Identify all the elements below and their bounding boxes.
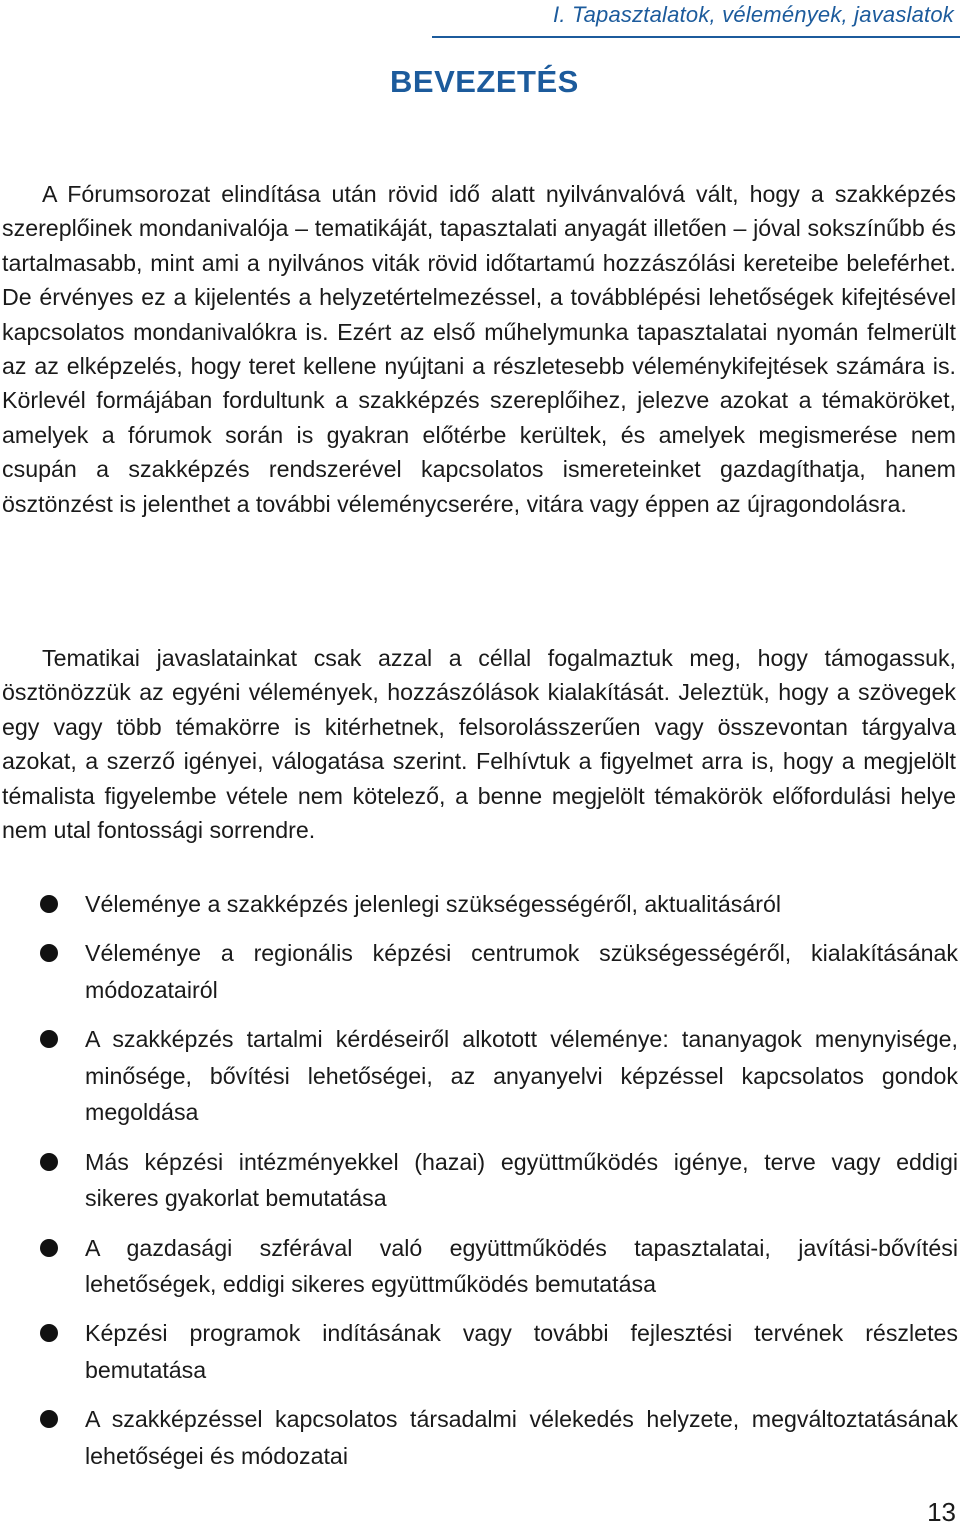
section-title: BEVEZETÉS (390, 64, 579, 99)
bullet-icon (40, 1324, 58, 1342)
topic-list-item (0, 935, 960, 1008)
topic-list-item (0, 886, 960, 923)
topic-list (0, 886, 960, 1487)
topic-text: A szakképzéssel kapcsolatos társadalmi vélekedés helyzete, megváltoztatásának lehetőségei és módozatai (85, 1406, 958, 1469)
topic-text: Más képzési intézményekkel (hazai) együttműködés igénye, terve vagy eddigi sikeres gyakorlat bemutatása (85, 1148, 958, 1212)
topic-list-item (0, 1144, 960, 1217)
topic-text: A gazdasági szférával való együttműködés tapasztalatai, javítási-bővítési lehetőségek, eddigi sikeres együttműködés bemutatása (85, 1234, 958, 1298)
topic-text: A szakképzés tartalmi kérdéseiről alkotott véleménye: tananyagok menynyisége, minősége, bővítési lehetőségei, az anyanyelvi képzéssel kapcsolatos gondok megoldása (85, 1026, 958, 1126)
bullet-icon (40, 1239, 58, 1257)
topics-paragraph: Tematikai javaslatainkat csak azzal a céllal fogalmaztuk meg, hogy támogassuk, ösztönözzük az egyéni vélemények, hozzászólások kialakítását. Jeleztük, hogy a szövegek egy vagy több témakörre is kitérhetnek, felsorolásszerűen vagy összevontan tárgyalva azokat, a szerző igényei, válogatása szerint. Felhívtuk a figyelmet arra is, hogy a megjelölt témalista figyelembe vétele nem kötelező, a benne megjelölt témakörök előfordulási helye nem utal fontossági sorrendre. (2, 645, 956, 844)
topic-text: Véleménye a regionális képzési centrumok szükségességéről, kialakításának módozatairól (85, 940, 958, 1003)
page-number: 13 (927, 1497, 956, 1527)
bullet-icon (40, 944, 58, 962)
topic-list-item (0, 1021, 960, 1131)
topic-list-item (0, 1230, 960, 1303)
intro-paragraph: A Fórumsorozat elindítása után rövid idő alatt nyilvánvalóvá vált, hogy a szakképzés szereplőinek mondanivalója – tematikáját, tapasztalati anyagát illetően – jóval sokszínűbb és tartalmasabb, mint ami a nyilvános viták rövid időtartamú hozzászólási kereteibe beleférhet. De érvényes ez a kijelentés a helyzetértelmezéssel, a továbblépési lehetőségek kifejtésével kapcsolatos mondanivalókra is. Ezért az első műhelymunka tapasztalatai nyomán felmerült az az elképzelés, hogy teret kellene nyújtani a részletesebb véleménykifejtések számára is. Körlevél formájában fordultunk a szakképzés szereplőihez, jelezve azokat a témaköröket, amelyek a fórumok során is gyakran előtérbe kerültek, és amelyek megismerése nem csupán a szakképzés rendszerével kapcsolatos ismereteinket gazdagíthatja, hanem ösztönzést is jelenthet a további véleménycserére, vitára vagy éppen az újragondolásra. (2, 181, 956, 517)
bullet-icon (40, 1153, 58, 1171)
topic-list-item (0, 1401, 960, 1474)
topic-text: Véleménye a szakképzés jelenlegi szükségességéről, aktualitásáról (85, 891, 782, 917)
bullet-icon (40, 895, 58, 913)
topic-list-item (0, 1315, 960, 1388)
bullet-icon (40, 1410, 58, 1428)
header-rule (432, 36, 960, 38)
running-header: I. Tapasztalatok, vélemények, javaslatok (553, 2, 954, 27)
topic-text: Képzési programok indításának vagy további fejlesztési tervének részletes bemutatása (85, 1320, 958, 1383)
bullet-icon (40, 1030, 58, 1048)
